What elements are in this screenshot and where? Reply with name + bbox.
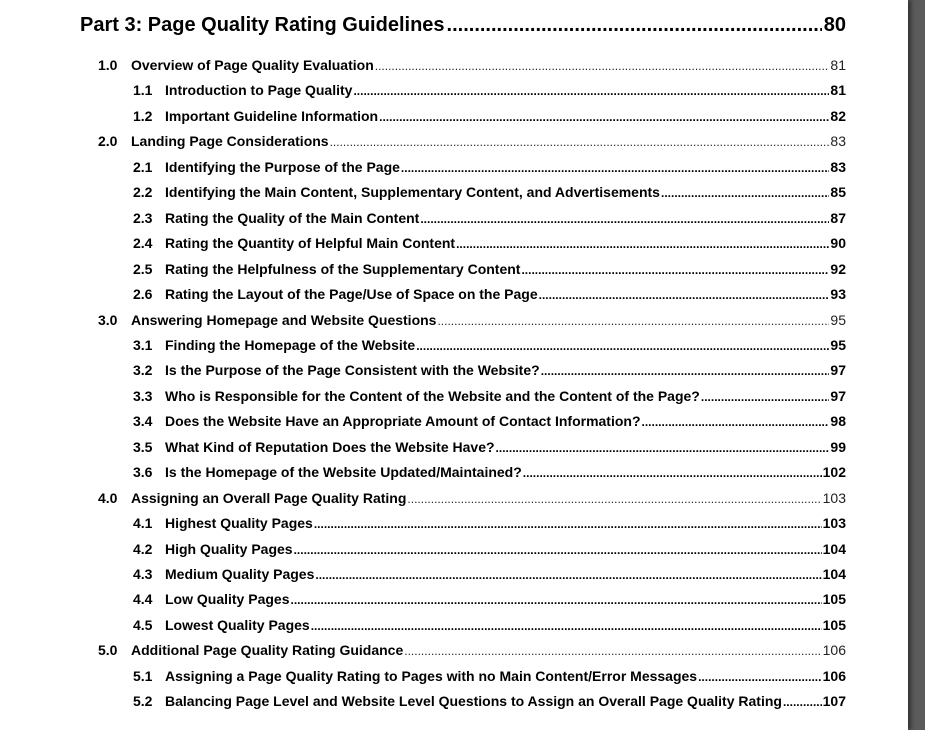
section-title: Does the Website Have an Appropriate Amount of Contact Information?: [165, 413, 641, 430]
toc-entry[interactable]: [98, 132, 846, 151]
leader-dots: [375, 57, 830, 75]
section-number: 5.2: [133, 693, 153, 710]
page-number: 105: [822, 591, 846, 608]
leader-dots: [294, 541, 822, 559]
toc-entry[interactable]: [133, 387, 846, 406]
page-number: 92: [830, 260, 846, 277]
toc-entry[interactable]: [133, 234, 846, 253]
section-number: 3.2: [133, 362, 153, 379]
toc-entry[interactable]: [133, 260, 846, 279]
page-number: 103: [822, 515, 846, 532]
toc-entry[interactable]: [133, 412, 846, 431]
leader-dots: [642, 413, 830, 431]
section-title: Additional Page Quality Rating Guidance: [131, 642, 404, 659]
toc-entry[interactable]: [133, 285, 846, 304]
section-number: 2.4: [133, 235, 153, 252]
leader-dots: [539, 286, 830, 304]
section-title: Rating the Helpfulness of the Supplementary Content: [165, 260, 521, 277]
section-title: High Quality Pages: [165, 540, 293, 557]
leader-dots: [521, 261, 829, 279]
leader-dots: [456, 235, 829, 253]
section-number: 2.2: [133, 184, 153, 201]
section-title: Landing Page Considerations: [131, 133, 329, 150]
section-title: Identifying the Purpose of the Page: [165, 158, 400, 175]
toc-entry[interactable]: [133, 514, 846, 533]
section-number: 5.0: [98, 642, 118, 659]
page-number: 90: [830, 235, 846, 252]
leader-dots: [496, 439, 830, 457]
section-title: Identifying the Main Content, Supplementary Content, and Advertisements: [165, 184, 660, 201]
section-number: 4.2: [133, 540, 153, 557]
part-page-number: 80: [823, 14, 846, 36]
toc-entry[interactable]: [133, 183, 846, 202]
section-title: Is the Homepage of the Website Updated/Maintained?: [165, 464, 522, 481]
page-number: 104: [822, 566, 846, 582]
toc-entry[interactable]: [133, 336, 846, 355]
page-number: 105: [822, 616, 846, 633]
section-title: Finding the Homepage of the Website: [165, 336, 416, 353]
section-title: Introduction to Page Quality: [165, 82, 353, 99]
leader-dots: [416, 337, 829, 355]
section-number: 2.6: [133, 286, 153, 303]
section-title: Rating the Layout of the Page/Use of Space on the Page: [165, 286, 538, 303]
section-title: Lowest Quality Pages: [165, 616, 310, 633]
part-heading[interactable]: [80, 14, 846, 37]
page-number: 107: [822, 693, 846, 710]
section-number: 2.3: [133, 209, 153, 226]
section-number: 3.4: [133, 413, 153, 430]
section-number: 4.5: [133, 616, 153, 633]
leader-dots: [290, 591, 821, 609]
page-number: 104: [822, 540, 846, 557]
section-title: Assigning a Page Quality Rating to Pages with no Main Content/Error Messages: [165, 667, 698, 684]
leader-dots: [404, 642, 821, 660]
toc-entry[interactable]: [133, 438, 846, 457]
leader-dots: [523, 464, 822, 482]
page-number: 85: [830, 184, 846, 201]
section-number: 1.0: [98, 57, 118, 73]
section-title: Medium Quality Pages: [165, 566, 315, 582]
page-number: 87: [830, 209, 846, 226]
toc-entry[interactable]: [98, 311, 846, 330]
section-number: 3.3: [133, 387, 153, 404]
toc-entry[interactable]: [98, 641, 846, 660]
section-number: 4.3: [133, 566, 153, 582]
toc-entry[interactable]: [133, 81, 846, 100]
section-title: Assigning an Overall Page Quality Rating: [131, 489, 407, 506]
section-number: 2.5: [133, 260, 153, 277]
toc-entry[interactable]: [133, 565, 846, 584]
toc-entry[interactable]: [98, 56, 846, 75]
section-number: 4.0: [98, 489, 118, 506]
section-title: Balancing Page Level and Website Level Questions to Assign an Overall Page Quality Rating: [165, 693, 782, 710]
toc-entry[interactable]: [133, 361, 846, 380]
leader-dots: [315, 566, 821, 584]
toc-entry[interactable]: [98, 489, 846, 508]
section-title: Important Guideline Information: [165, 107, 379, 124]
leader-dots: [541, 362, 830, 380]
section-title: Is the Purpose of the Page Consistent with the Website?: [165, 362, 540, 379]
section-title: Rating the Quality of the Main Content: [165, 209, 420, 226]
page-number: 82: [830, 107, 846, 124]
section-number: 3.0: [98, 311, 118, 328]
leader-dots: [701, 388, 830, 406]
section-number: 1.2: [133, 107, 153, 124]
section-title: What Kind of Reputation Does the Website Have?: [165, 438, 495, 455]
section-number: 5.1: [133, 667, 153, 684]
toc-entry[interactable]: [133, 616, 846, 635]
page-number: 99: [830, 438, 846, 455]
leader-dots: [783, 693, 822, 711]
part-title: Part 3: Page Quality Rating Guidelines: [80, 14, 445, 36]
section-number: 4.4: [133, 591, 153, 608]
section-number: 3.5: [133, 438, 153, 455]
leader-dots: [437, 312, 829, 330]
page-number: 83: [830, 158, 846, 175]
toc-entry[interactable]: [133, 209, 846, 228]
leader-dots: [407, 490, 821, 508]
section-title: Answering Homepage and Website Questions: [131, 311, 437, 328]
page-number: 83: [830, 133, 846, 150]
leader-dots: [420, 210, 829, 228]
page-number: 103: [822, 489, 846, 506]
leader-dots: [698, 668, 822, 686]
page-number: 106: [822, 667, 846, 684]
page-number: 95: [830, 311, 846, 328]
page-number: 97: [830, 387, 846, 404]
section-title: Who is Responsible for the Content of the Website and the Content of the Page?: [165, 387, 700, 404]
leader-dots: [447, 14, 822, 37]
page-number: 81: [830, 82, 846, 99]
toc-entry[interactable]: [133, 463, 846, 482]
leader-dots: [379, 108, 829, 126]
page-number: 81: [830, 57, 846, 73]
section-title: Highest Quality Pages: [165, 515, 313, 532]
toc-entry[interactable]: [133, 667, 846, 686]
leader-dots: [330, 133, 830, 151]
section-number: 2.0: [98, 133, 118, 150]
section-number: 3.1: [133, 336, 153, 353]
section-number: 1.1: [133, 82, 153, 99]
section-title: Low Quality Pages: [165, 591, 290, 608]
section-title: Overview of Page Quality Evaluation: [131, 57, 374, 73]
leader-dots: [353, 82, 829, 100]
page-number: 98: [830, 413, 846, 430]
section-number: 2.1: [133, 158, 153, 175]
leader-dots: [661, 184, 829, 202]
toc-entry[interactable]: [133, 692, 846, 711]
leader-dots: [314, 515, 822, 533]
toc-entry[interactable]: [133, 540, 846, 559]
section-number: 4.1: [133, 515, 153, 532]
toc-entry[interactable]: [133, 590, 846, 609]
page-number: 97: [830, 362, 846, 379]
leader-dots: [311, 617, 822, 635]
page-number: 95: [830, 336, 846, 353]
toc-entry[interactable]: [133, 107, 846, 126]
page-number: 106: [822, 642, 846, 659]
section-number: 3.6: [133, 464, 153, 481]
toc-entry[interactable]: [133, 158, 846, 177]
page-number: 93: [830, 286, 846, 303]
page-number: 102: [822, 464, 846, 481]
leader-dots: [401, 159, 830, 177]
section-title: Rating the Quantity of Helpful Main Content: [165, 235, 456, 252]
